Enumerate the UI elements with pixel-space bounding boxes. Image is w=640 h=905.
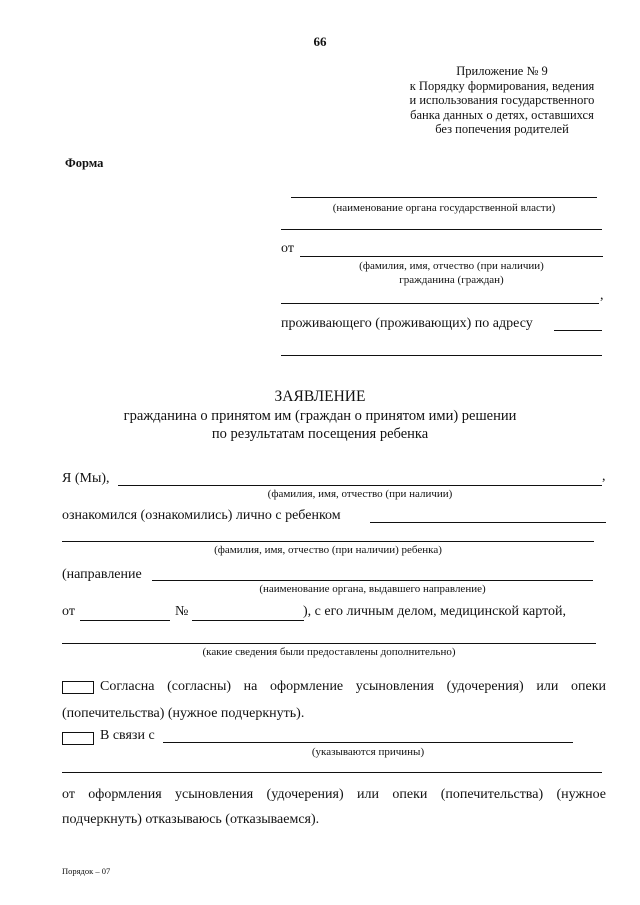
referral-date-field[interactable] <box>80 620 170 621</box>
consent-text-2: (попечительства) (нужное подчеркнуть). <box>62 706 305 721</box>
acquainted-label: ознакомился (ознакомились) лично с ребенком <box>62 508 341 523</box>
additional-info-field[interactable] <box>62 643 596 644</box>
appendix-line: и использования государственного <box>409 93 595 108</box>
applicant-comma: , <box>600 288 604 303</box>
we-comma: , <box>602 469 606 484</box>
address-field-2[interactable] <box>281 355 602 356</box>
child-name-field-2[interactable] <box>62 541 594 542</box>
from-label: от <box>281 241 294 256</box>
consent-text: Согласна (согласны) на оформление усыновления (удочерения) или опеки <box>100 679 606 694</box>
reasons-field-2[interactable] <box>62 772 602 773</box>
applicant-fullname-field[interactable] <box>118 485 602 486</box>
appendix-title: Приложение № 9 <box>456 64 548 78</box>
appendix-line: к Порядку формирования, ведения <box>409 78 595 93</box>
authority-name-field-2[interactable] <box>281 229 602 230</box>
referral-number-field[interactable] <box>192 620 304 621</box>
applicant-caption-1: (фамилия, имя, отчество (при наличии) <box>359 260 544 272</box>
referral-authority-field[interactable] <box>152 580 593 581</box>
form-label: Форма <box>65 156 104 170</box>
appendix-block <box>382 64 622 137</box>
residence-label: проживающего (проживающих) по адресу <box>281 316 533 331</box>
footer-code: Порядок – 07 <box>62 866 111 876</box>
due-to-label: В связи с <box>100 728 155 743</box>
appendix-line: банка данных о детях, оставшихся <box>410 107 594 122</box>
refusal-text: от оформления усыновления (удочерения) или опеки (попечительства) (нужное <box>62 787 606 802</box>
referral-label: (направление <box>62 567 142 582</box>
appendix-line: без попечения родителей <box>435 122 569 137</box>
name-caption: (фамилия, имя, отчество (при наличии) <box>267 488 453 500</box>
referral-number-label: № <box>175 604 189 619</box>
child-name-field[interactable] <box>370 522 606 523</box>
document-title: ЗАЯВЛЕНИЕ <box>274 388 366 405</box>
document-subtitle-1: гражданина о принятом им (граждан о принятом ими) решении <box>123 408 517 424</box>
refusal-checkbox[interactable] <box>62 732 94 745</box>
info-caption: (какие сведения были предоставлены дополнительно) <box>202 646 456 658</box>
address-field[interactable] <box>554 330 602 331</box>
document-subtitle-2: по результатам посещения ребенка <box>211 426 429 442</box>
page-number: 66 <box>313 34 327 49</box>
applicant-name-field[interactable] <box>300 256 603 257</box>
we-label: Я (Мы), <box>62 471 110 486</box>
consent-checkbox[interactable] <box>62 681 94 694</box>
authority-name-field[interactable] <box>291 197 597 198</box>
applicant-name-field-2[interactable] <box>281 303 599 304</box>
reasons-caption: (указываются причины) <box>311 746 425 758</box>
referral-caption: (наименование органа, выдавшего направление) <box>259 583 486 595</box>
authority-caption: (наименование органа государственной власти) <box>332 202 556 214</box>
refusal-text-2: подчеркнуть) отказываюсь (отказываемся). <box>62 812 320 827</box>
child-caption: (фамилия, имя, отчество (при наличии) ребенка) <box>214 544 442 556</box>
reasons-field[interactable] <box>163 742 573 743</box>
referral-date-label: от <box>62 604 75 619</box>
applicant-caption-2: гражданина (граждан) <box>399 274 504 286</box>
records-text: ), с его личным делом, медицинской картой, <box>303 604 566 619</box>
